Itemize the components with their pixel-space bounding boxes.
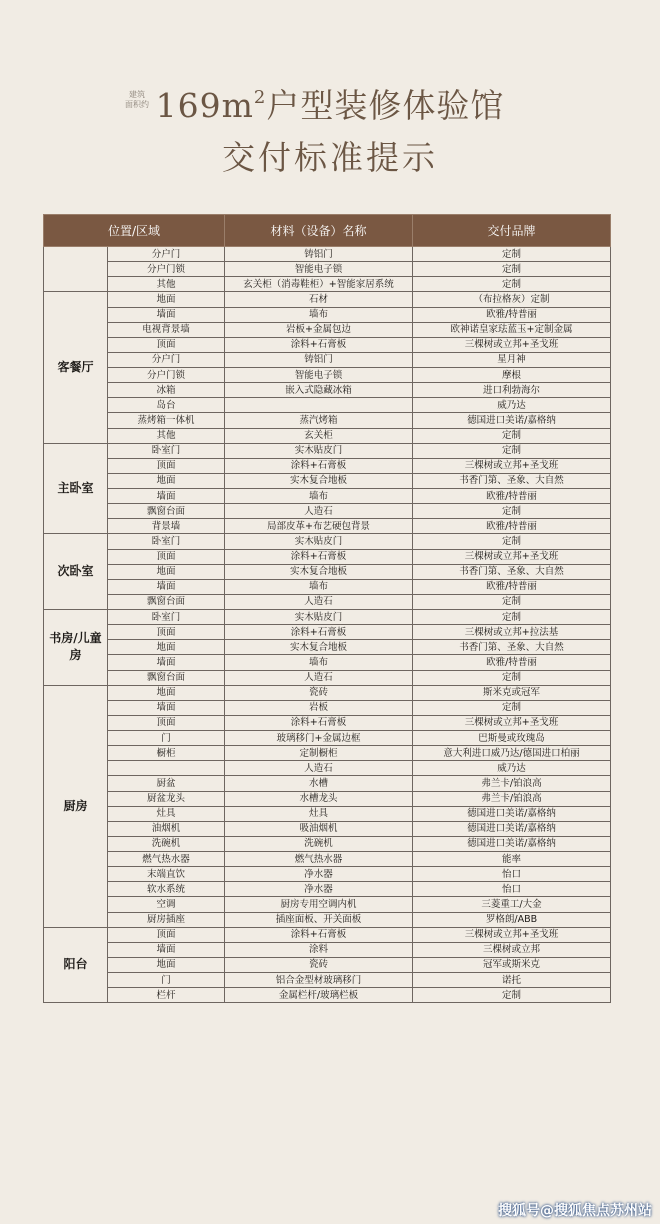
location-cell: 墙面 <box>108 700 225 715</box>
zone-cell <box>44 247 108 292</box>
material-cell <box>225 398 413 413</box>
area-note-line: 面积约 <box>125 100 149 109</box>
brand-cell: 欧雅/特普丽 <box>413 579 611 594</box>
location-cell <box>108 761 225 776</box>
brand-cell: 定制 <box>413 247 611 262</box>
material-cell: 智能电子锁 <box>225 262 413 277</box>
material-cell: 人造石 <box>225 761 413 776</box>
table-row <box>44 337 611 352</box>
brand-cell: 德国进口美诺/嘉格纳 <box>413 806 611 821</box>
material-cell: 铸铝门 <box>225 247 413 262</box>
material-cell: 水槽龙头 <box>225 791 413 806</box>
brand-cell: 三菱重工/大金 <box>413 897 611 912</box>
brand-cell: 德国进口美诺/嘉格纳 <box>413 836 611 851</box>
material-cell: 石材 <box>225 292 413 307</box>
table-row <box>44 443 611 458</box>
location-cell: 卧室门 <box>108 443 225 458</box>
brand-cell: 三棵树或立邦+圣戈班 <box>413 549 611 564</box>
brand-cell: 意大利进口威乃达/德国进口柏丽 <box>413 746 611 761</box>
table-row <box>44 428 611 443</box>
table-row <box>44 685 611 700</box>
material-cell: 涂料+石膏板 <box>225 927 413 942</box>
table-row <box>44 292 611 307</box>
location-cell: 顶面 <box>108 458 225 473</box>
table-row <box>44 670 611 685</box>
table-row <box>44 640 611 655</box>
brand-cell: 定制 <box>413 504 611 519</box>
brand-cell: 欧雅/特普丽 <box>413 489 611 504</box>
location-cell: 分户门 <box>108 247 225 262</box>
table-row <box>44 549 611 564</box>
delivery-standard-table <box>43 214 611 1003</box>
material-cell: 实木复合地板 <box>225 640 413 655</box>
material-cell: 灶具 <box>225 806 413 821</box>
table-row <box>44 973 611 988</box>
table-row <box>44 579 611 594</box>
brand-cell: 罗格朗/ABB <box>413 912 611 927</box>
table-row <box>44 655 611 670</box>
header-location: 位置/区域 <box>44 215 225 247</box>
zone-cell: 主卧室 <box>44 443 108 534</box>
table-row <box>44 413 611 428</box>
location-cell: 洗碗机 <box>108 836 225 851</box>
location-cell: 分户门锁 <box>108 368 225 383</box>
location-cell: 橱柜 <box>108 746 225 761</box>
brand-cell: 摩根 <box>413 368 611 383</box>
material-cell: 玄关柜 <box>225 428 413 443</box>
material-cell: 涂料+石膏板 <box>225 458 413 473</box>
material-cell: 涂料+石膏板 <box>225 715 413 730</box>
material-cell: 人造石 <box>225 670 413 685</box>
material-cell: 净水器 <box>225 882 413 897</box>
material-cell: 瓷砖 <box>225 957 413 972</box>
table-row <box>44 458 611 473</box>
location-cell: 顶面 <box>108 549 225 564</box>
brand-cell: 三棵树或立邦+圣戈班 <box>413 927 611 942</box>
material-cell: 定制橱柜 <box>225 746 413 761</box>
location-cell: 飘窗台面 <box>108 670 225 685</box>
header-brand: 交付品牌 <box>413 215 611 247</box>
material-cell: 岩板 <box>225 700 413 715</box>
brand-cell: 定制 <box>413 610 611 625</box>
brand-cell: 三棵树或立邦+圣戈班 <box>413 458 611 473</box>
table-row <box>44 247 611 262</box>
location-cell: 末端直饮 <box>108 867 225 882</box>
zone-cell: 书房/儿童房 <box>44 610 108 686</box>
location-cell: 电视背景墙 <box>108 322 225 337</box>
table-row <box>44 322 611 337</box>
brand-cell: 能率 <box>413 852 611 867</box>
header-material: 材料（设备）名称 <box>225 215 413 247</box>
brand-cell: 定制 <box>413 262 611 277</box>
brand-cell: 三棵树或立邦+圣戈班 <box>413 715 611 730</box>
area-note-line: 建筑 <box>129 90 145 99</box>
brand-cell: 欧雅/特普丽 <box>413 519 611 534</box>
table-row <box>44 836 611 851</box>
material-cell: 墙布 <box>225 579 413 594</box>
table-row <box>44 776 611 791</box>
location-cell: 顶面 <box>108 625 225 640</box>
material-cell: 实木贴皮门 <box>225 610 413 625</box>
brand-cell: 书香门第、圣象、大自然 <box>413 473 611 488</box>
brand-cell: 定制 <box>413 277 611 292</box>
table-row <box>44 352 611 367</box>
location-cell: 灶具 <box>108 806 225 821</box>
brand-cell: 定制 <box>413 594 611 609</box>
material-cell: 实木复合地板 <box>225 473 413 488</box>
brand-cell: 三棵树或立邦+圣戈班 <box>413 337 611 352</box>
table-row <box>44 398 611 413</box>
title-area: 169m <box>155 86 254 125</box>
location-cell: 冰箱 <box>108 383 225 398</box>
location-cell: 墙面 <box>108 489 225 504</box>
location-cell: 墙面 <box>108 579 225 594</box>
table-row <box>44 791 611 806</box>
location-cell: 分户门锁 <box>108 262 225 277</box>
material-cell: 水槽 <box>225 776 413 791</box>
table-row <box>44 806 611 821</box>
table-row <box>44 731 611 746</box>
table-body <box>44 247 611 1003</box>
material-cell: 墙布 <box>225 307 413 322</box>
table-row <box>44 564 611 579</box>
brand-cell: 书香门第、圣象、大自然 <box>413 564 611 579</box>
table-row <box>44 307 611 322</box>
table-row <box>44 746 611 761</box>
table-row <box>44 912 611 927</box>
material-cell: 岩板+金属包边 <box>225 322 413 337</box>
material-cell: 墙布 <box>225 655 413 670</box>
table-row <box>44 882 611 897</box>
table-row <box>44 897 611 912</box>
location-cell: 地面 <box>108 640 225 655</box>
brand-cell: 定制 <box>413 428 611 443</box>
table-row <box>44 504 611 519</box>
material-cell: 净水器 <box>225 867 413 882</box>
location-cell: 空调 <box>108 897 225 912</box>
material-cell: 嵌入式隐藏冰箱 <box>225 383 413 398</box>
material-cell: 智能电子锁 <box>225 368 413 383</box>
location-cell: 门 <box>108 973 225 988</box>
material-cell: 人造石 <box>225 504 413 519</box>
material-cell: 瓷砖 <box>225 685 413 700</box>
brand-cell: 定制 <box>413 443 611 458</box>
table-row <box>44 821 611 836</box>
brand-cell: 诺托 <box>413 973 611 988</box>
material-cell: 实木贴皮门 <box>225 534 413 549</box>
location-cell: 其他 <box>108 428 225 443</box>
table-row <box>44 534 611 549</box>
brand-cell: 威乃达 <box>413 398 611 413</box>
brand-cell: 巴斯曼或玫瑰岛 <box>413 731 611 746</box>
table-row <box>44 852 611 867</box>
brand-cell: 弗兰卡/铂浪高 <box>413 791 611 806</box>
material-cell: 涂料+石膏板 <box>225 549 413 564</box>
material-cell: 涂料+石膏板 <box>225 625 413 640</box>
table-row <box>44 519 611 534</box>
brand-cell: 进口利勃海尔 <box>413 383 611 398</box>
zone-cell: 阳台 <box>44 927 108 1003</box>
location-cell: 地面 <box>108 957 225 972</box>
table-row <box>44 957 611 972</box>
table-row <box>44 383 611 398</box>
table-row <box>44 368 611 383</box>
zone-cell: 厨房 <box>44 685 108 927</box>
material-cell: 玻璃移门+金属边框 <box>225 731 413 746</box>
location-cell: 岛台 <box>108 398 225 413</box>
material-cell: 燃气热水器 <box>225 852 413 867</box>
material-cell: 铸铝门 <box>225 352 413 367</box>
material-cell: 墙布 <box>225 489 413 504</box>
page-subtitle: 交付标准提示 <box>222 138 438 177</box>
brand-cell: 定制 <box>413 534 611 549</box>
location-cell: 墙面 <box>108 655 225 670</box>
table-row <box>44 927 611 942</box>
watermark: 搜狐号@搜狐焦点苏州站 <box>498 1203 652 1219</box>
location-cell: 墙面 <box>108 942 225 957</box>
material-cell: 洗碗机 <box>225 836 413 851</box>
material-cell: 厨房专用空调内机 <box>225 897 413 912</box>
location-cell: 地面 <box>108 473 225 488</box>
zone-cell: 客餐厅 <box>44 292 108 443</box>
location-cell: 厨房插座 <box>108 912 225 927</box>
location-cell: 蒸烤箱一体机 <box>108 413 225 428</box>
location-cell: 飘窗台面 <box>108 594 225 609</box>
brand-cell: 定制 <box>413 670 611 685</box>
brand-cell: 德国进口美诺/嘉格纳 <box>413 413 611 428</box>
brand-cell: 定制 <box>413 988 611 1003</box>
page-title <box>0 80 660 127</box>
material-cell: 实木复合地板 <box>225 564 413 579</box>
table-row <box>44 473 611 488</box>
table-row <box>44 761 611 776</box>
location-cell: 地面 <box>108 564 225 579</box>
material-cell: 人造石 <box>225 594 413 609</box>
location-cell: 顶面 <box>108 715 225 730</box>
location-cell: 软水系统 <box>108 882 225 897</box>
location-cell: 卧室门 <box>108 534 225 549</box>
title-superscript: 2 <box>253 87 267 108</box>
brand-cell: 欧神诺皇家珐蓝玉+定制金属 <box>413 322 611 337</box>
table-row <box>44 625 611 640</box>
location-cell: 燃气热水器 <box>108 852 225 867</box>
material-cell: 涂料 <box>225 942 413 957</box>
location-cell: 门 <box>108 731 225 746</box>
location-cell: 地面 <box>108 685 225 700</box>
material-cell: 局部皮革+布艺硬包背景 <box>225 519 413 534</box>
table-row <box>44 610 611 625</box>
brand-cell: 欧雅/特普丽 <box>413 655 611 670</box>
zone-cell: 次卧室 <box>44 534 108 610</box>
location-cell: 背景墙 <box>108 519 225 534</box>
material-cell: 蒸汽烤箱 <box>225 413 413 428</box>
brand-cell: 斯米克或冠军 <box>413 685 611 700</box>
material-cell: 玄关柜（消毒鞋柜）+智能家居系统 <box>225 277 413 292</box>
table-row <box>44 867 611 882</box>
brand-cell: （布拉格灰）定制 <box>413 292 611 307</box>
table-header-row <box>44 215 611 247</box>
location-cell: 其他 <box>108 277 225 292</box>
title-text: 户型装修体验馆 <box>266 86 505 125</box>
location-cell: 地面 <box>108 292 225 307</box>
location-cell: 顶面 <box>108 927 225 942</box>
brand-cell: 弗兰卡/铂浪高 <box>413 776 611 791</box>
location-cell: 墙面 <box>108 307 225 322</box>
brand-cell: 三棵树或立邦 <box>413 942 611 957</box>
material-cell: 金属栏杆/玻璃栏板 <box>225 988 413 1003</box>
location-cell: 厨盆龙头 <box>108 791 225 806</box>
brand-cell: 书香门第、圣象、大自然 <box>413 640 611 655</box>
material-cell: 实木贴皮门 <box>225 443 413 458</box>
brand-cell: 怡口 <box>413 882 611 897</box>
table-row <box>44 262 611 277</box>
brand-cell: 三棵树或立邦+拉法基 <box>413 625 611 640</box>
location-cell: 厨盆 <box>108 776 225 791</box>
location-cell: 顶面 <box>108 337 225 352</box>
location-cell: 飘窗台面 <box>108 504 225 519</box>
material-cell: 铝合金型材玻璃移门 <box>225 973 413 988</box>
table-row <box>44 594 611 609</box>
table-row <box>44 715 611 730</box>
material-cell: 吸油烟机 <box>225 821 413 836</box>
brand-cell: 威乃达 <box>413 761 611 776</box>
location-cell: 分户门 <box>108 352 225 367</box>
brand-cell: 星月神 <box>413 352 611 367</box>
location-cell: 油烟机 <box>108 821 225 836</box>
location-cell: 栏杆 <box>108 988 225 1003</box>
brand-cell: 定制 <box>413 700 611 715</box>
material-cell: 插座面板、开关面板 <box>225 912 413 927</box>
brand-cell: 冠军或斯米克 <box>413 957 611 972</box>
brand-cell: 欧雅/特普丽 <box>413 307 611 322</box>
table-row <box>44 277 611 292</box>
location-cell: 卧室门 <box>108 610 225 625</box>
table-row <box>44 988 611 1003</box>
brand-cell: 德国进口美诺/嘉格纳 <box>413 821 611 836</box>
table-row <box>44 942 611 957</box>
table-row <box>44 489 611 504</box>
table-row <box>44 700 611 715</box>
material-cell: 涂料+石膏板 <box>225 337 413 352</box>
brand-cell: 怡口 <box>413 867 611 882</box>
